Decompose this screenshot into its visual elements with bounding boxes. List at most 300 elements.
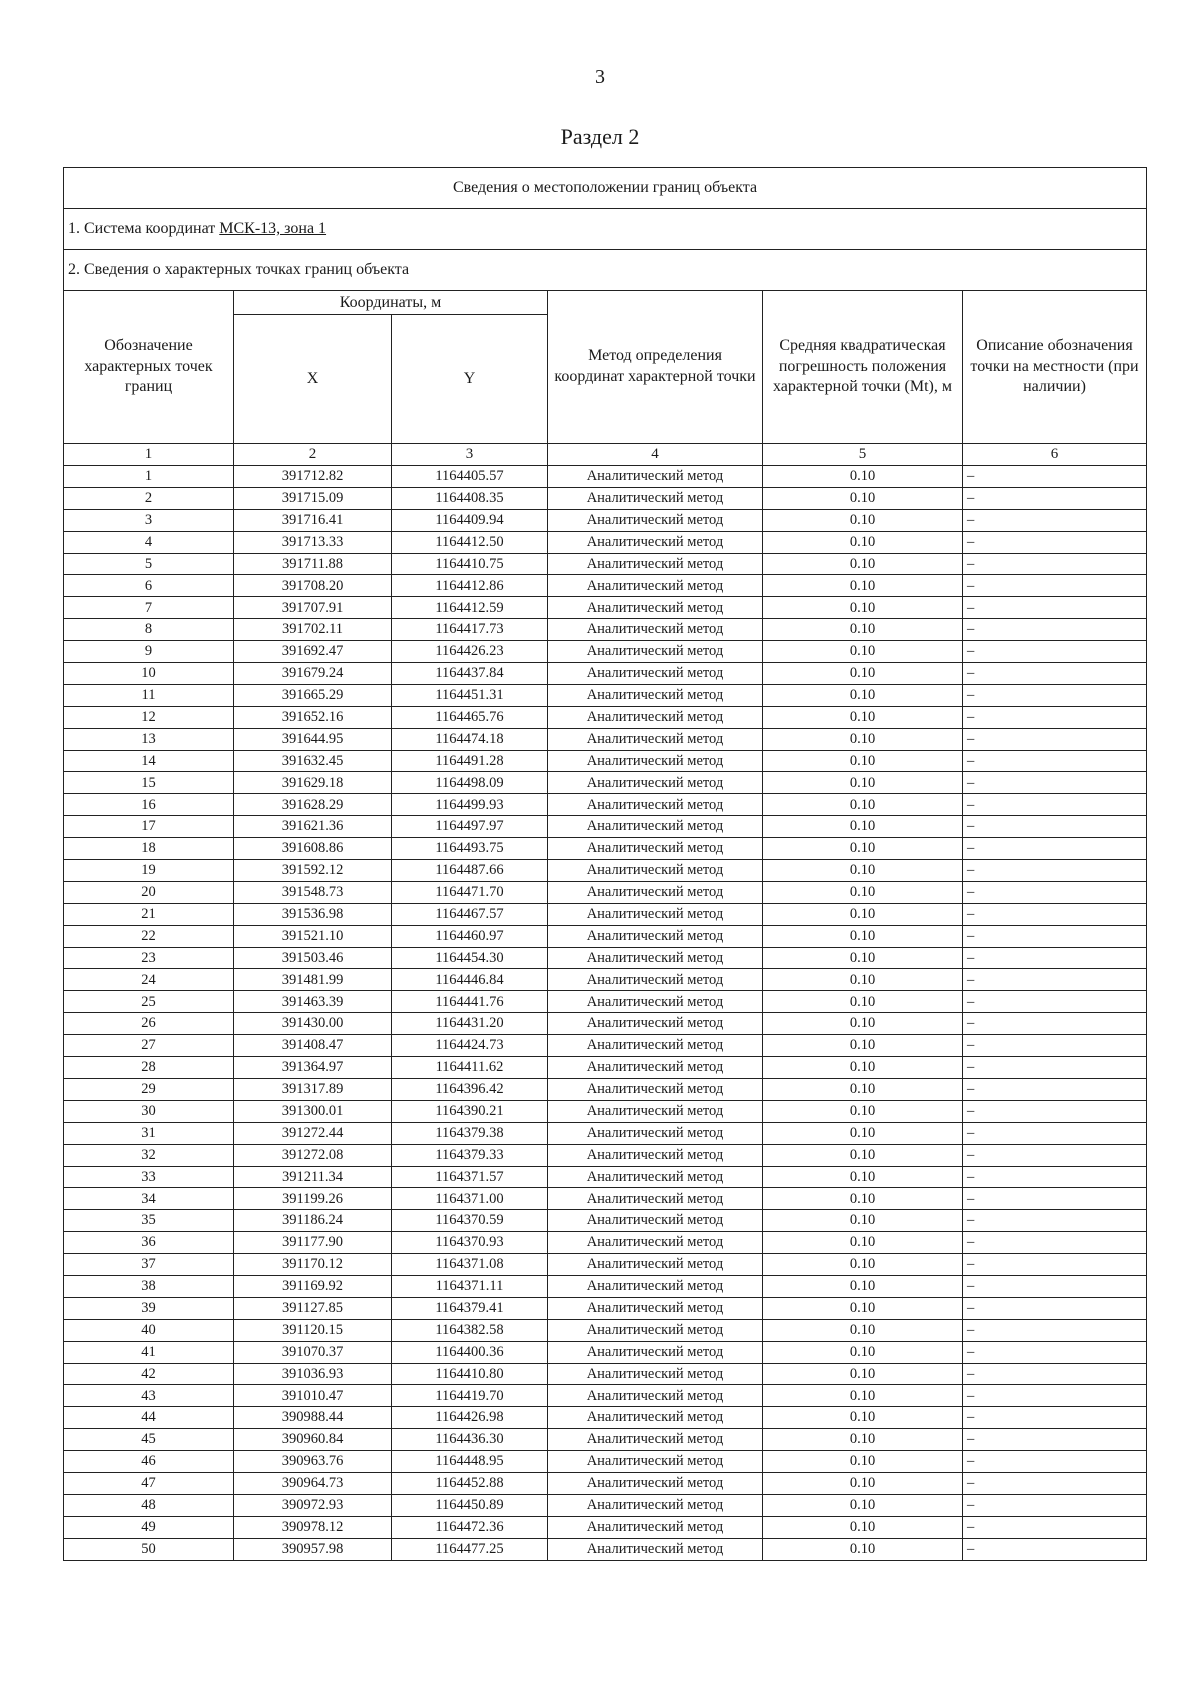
point-number-cell: 10: [64, 663, 234, 685]
method-cell: Аналитический метод: [548, 1100, 763, 1122]
method-cell: Аналитический метод: [548, 1188, 763, 1210]
x-coordinate-cell: 391548.73: [234, 881, 392, 903]
table-row: [64, 1407, 1147, 1429]
point-number-cell: 15: [64, 772, 234, 794]
description-cell: –: [963, 947, 1147, 969]
point-number-cell: 23: [64, 947, 234, 969]
point-number-cell: 5: [64, 553, 234, 575]
error-cell: 0.10: [763, 575, 963, 597]
x-coordinate-cell: 391120.15: [234, 1319, 392, 1341]
description-cell: –: [963, 1385, 1147, 1407]
table-row: [64, 1100, 1147, 1122]
x-coordinate-cell: 391364.97: [234, 1057, 392, 1079]
method-cell: Аналитический метод: [548, 1494, 763, 1516]
method-cell: Аналитический метод: [548, 1516, 763, 1538]
point-number-cell: 22: [64, 925, 234, 947]
method-cell: Аналитический метод: [548, 1429, 763, 1451]
error-cell: 0.10: [763, 531, 963, 553]
x-coordinate-cell: 391702.11: [234, 619, 392, 641]
y-coordinate-cell: 1164474.18: [392, 728, 548, 750]
error-cell: 0.10: [763, 860, 963, 882]
description-cell: –: [963, 903, 1147, 925]
error-cell: 0.10: [763, 1166, 963, 1188]
y-coordinate-cell: 1164417.73: [392, 619, 548, 641]
y-coordinate-cell: 1164493.75: [392, 838, 548, 860]
method-cell: Аналитический метод: [548, 1122, 763, 1144]
method-cell: Аналитический метод: [548, 1078, 763, 1100]
error-cell: 0.10: [763, 969, 963, 991]
x-coordinate-cell: 390960.84: [234, 1429, 392, 1451]
table-row: [64, 1429, 1147, 1451]
description-cell: –: [963, 838, 1147, 860]
header-description: Описание обозначения точки на местности (при наличии): [963, 291, 1147, 444]
x-coordinate-cell: 391521.10: [234, 925, 392, 947]
description-cell: –: [963, 509, 1147, 531]
method-cell: Аналитический метод: [548, 1035, 763, 1057]
method-cell: Аналитический метод: [548, 1275, 763, 1297]
method-cell: Аналитический метод: [548, 794, 763, 816]
method-cell: Аналитический метод: [548, 553, 763, 575]
error-cell: 0.10: [763, 750, 963, 772]
method-cell: Аналитический метод: [548, 575, 763, 597]
y-coordinate-cell: 1164426.98: [392, 1407, 548, 1429]
y-coordinate-cell: 1164460.97: [392, 925, 548, 947]
y-coordinate-cell: 1164412.59: [392, 597, 548, 619]
header-row-top: [64, 291, 1147, 315]
x-coordinate-cell: 390988.44: [234, 1407, 392, 1429]
method-cell: Аналитический метод: [548, 1232, 763, 1254]
y-coordinate-cell: 1164437.84: [392, 663, 548, 685]
x-coordinate-cell: 391186.24: [234, 1210, 392, 1232]
method-cell: Аналитический метод: [548, 641, 763, 663]
point-number-cell: 1: [64, 466, 234, 488]
method-cell: Аналитический метод: [548, 860, 763, 882]
y-coordinate-cell: 1164451.31: [392, 684, 548, 706]
description-cell: –: [963, 969, 1147, 991]
table-row: [64, 1232, 1147, 1254]
x-coordinate-cell: 391272.08: [234, 1144, 392, 1166]
column-number: 3: [392, 444, 548, 466]
error-cell: 0.10: [763, 1275, 963, 1297]
table-row: [64, 1472, 1147, 1494]
point-number-cell: 46: [64, 1451, 234, 1473]
error-cell: 0.10: [763, 1472, 963, 1494]
point-number-cell: 31: [64, 1122, 234, 1144]
y-coordinate-cell: 1164441.76: [392, 991, 548, 1013]
description-cell: –: [963, 487, 1147, 509]
description-cell: –: [963, 575, 1147, 597]
point-number-cell: 33: [64, 1166, 234, 1188]
description-cell: –: [963, 1210, 1147, 1232]
error-cell: 0.10: [763, 1297, 963, 1319]
y-coordinate-cell: 1164410.80: [392, 1363, 548, 1385]
description-cell: –: [963, 772, 1147, 794]
description-cell: –: [963, 1538, 1147, 1560]
method-cell: Аналитический метод: [548, 684, 763, 706]
table-row: [64, 1494, 1147, 1516]
point-number-cell: 34: [64, 1188, 234, 1210]
y-coordinate-cell: 1164412.86: [392, 575, 548, 597]
table-row: [64, 1297, 1147, 1319]
error-cell: 0.10: [763, 991, 963, 1013]
method-cell: Аналитический метод: [548, 947, 763, 969]
y-coordinate-cell: 1164371.08: [392, 1254, 548, 1276]
x-coordinate-cell: 391679.24: [234, 663, 392, 685]
method-cell: Аналитический метод: [548, 772, 763, 794]
point-number-cell: 37: [64, 1254, 234, 1276]
point-number-cell: 43: [64, 1385, 234, 1407]
description-cell: –: [963, 684, 1147, 706]
description-cell: –: [963, 553, 1147, 575]
table-row: [64, 860, 1147, 882]
point-number-cell: 29: [64, 1078, 234, 1100]
description-cell: –: [963, 1472, 1147, 1494]
point-number-cell: 25: [64, 991, 234, 1013]
point-number-cell: 36: [64, 1232, 234, 1254]
table-row: [64, 750, 1147, 772]
x-coordinate-cell: 391628.29: [234, 794, 392, 816]
point-number-cell: 19: [64, 860, 234, 882]
table-row: [64, 881, 1147, 903]
y-coordinate-cell: 1164426.23: [392, 641, 548, 663]
error-cell: 0.10: [763, 1013, 963, 1035]
description-cell: –: [963, 1429, 1147, 1451]
point-number-cell: 24: [64, 969, 234, 991]
table-row: [64, 794, 1147, 816]
x-coordinate-cell: 390963.76: [234, 1451, 392, 1473]
y-coordinate-cell: 1164379.33: [392, 1144, 548, 1166]
description-cell: –: [963, 1144, 1147, 1166]
error-cell: 0.10: [763, 881, 963, 903]
x-coordinate-cell: 391644.95: [234, 728, 392, 750]
description-cell: –: [963, 991, 1147, 1013]
description-cell: –: [963, 1122, 1147, 1144]
description-cell: –: [963, 706, 1147, 728]
y-coordinate-cell: 1164370.93: [392, 1232, 548, 1254]
description-cell: –: [963, 466, 1147, 488]
header-x: X: [234, 315, 392, 444]
table-row: [64, 509, 1147, 531]
point-number-cell: 21: [64, 903, 234, 925]
y-coordinate-cell: 1164419.70: [392, 1385, 548, 1407]
table-row: [64, 1254, 1147, 1276]
error-cell: 0.10: [763, 1319, 963, 1341]
table-row: [64, 575, 1147, 597]
table-row: [64, 706, 1147, 728]
description-cell: –: [963, 925, 1147, 947]
method-cell: Аналитический метод: [548, 1538, 763, 1560]
point-number-cell: 50: [64, 1538, 234, 1560]
method-cell: Аналитический метод: [548, 750, 763, 772]
description-cell: –: [963, 1254, 1147, 1276]
method-cell: Аналитический метод: [548, 728, 763, 750]
y-coordinate-cell: 1164410.75: [392, 553, 548, 575]
table-row: [64, 641, 1147, 663]
description-cell: –: [963, 619, 1147, 641]
table-row: [64, 1057, 1147, 1079]
method-cell: Аналитический метод: [548, 619, 763, 641]
description-cell: –: [963, 531, 1147, 553]
y-coordinate-cell: 1164379.41: [392, 1297, 548, 1319]
x-coordinate-cell: 391127.85: [234, 1297, 392, 1319]
x-coordinate-cell: 391430.00: [234, 1013, 392, 1035]
table-row: [64, 991, 1147, 1013]
x-coordinate-cell: 391629.18: [234, 772, 392, 794]
method-cell: Аналитический метод: [548, 597, 763, 619]
error-cell: 0.10: [763, 1057, 963, 1079]
column-number-row: [64, 444, 1147, 466]
point-number-cell: 30: [64, 1100, 234, 1122]
point-number-cell: 44: [64, 1407, 234, 1429]
y-coordinate-cell: 1164412.50: [392, 531, 548, 553]
table-row: [64, 1275, 1147, 1297]
error-cell: 0.10: [763, 1122, 963, 1144]
table-row: [64, 1144, 1147, 1166]
point-number-cell: 26: [64, 1013, 234, 1035]
error-cell: 0.10: [763, 1341, 963, 1363]
error-cell: 0.10: [763, 487, 963, 509]
method-cell: Аналитический метод: [548, 466, 763, 488]
point-number-cell: 18: [64, 838, 234, 860]
point-number-cell: 7: [64, 597, 234, 619]
x-coordinate-cell: 391711.88: [234, 553, 392, 575]
y-coordinate-cell: 1164390.21: [392, 1100, 548, 1122]
column-number: 5: [763, 444, 963, 466]
method-cell: Аналитический метод: [548, 1057, 763, 1079]
description-cell: –: [963, 597, 1147, 619]
error-cell: 0.10: [763, 1232, 963, 1254]
table-row: [64, 1035, 1147, 1057]
error-cell: 0.10: [763, 1429, 963, 1451]
error-cell: 0.10: [763, 1451, 963, 1473]
error-cell: 0.10: [763, 706, 963, 728]
y-coordinate-cell: 1164396.42: [392, 1078, 548, 1100]
x-coordinate-cell: 391621.36: [234, 816, 392, 838]
table-row: [64, 684, 1147, 706]
method-cell: Аналитический метод: [548, 991, 763, 1013]
column-number: 2: [234, 444, 392, 466]
table-row: [64, 1538, 1147, 1560]
error-cell: 0.10: [763, 947, 963, 969]
column-number: 6: [963, 444, 1147, 466]
y-coordinate-cell: 1164448.95: [392, 1451, 548, 1473]
error-cell: 0.10: [763, 1385, 963, 1407]
point-number-cell: 2: [64, 487, 234, 509]
method-cell: Аналитический метод: [548, 903, 763, 925]
method-cell: Аналитический метод: [548, 1472, 763, 1494]
error-cell: 0.10: [763, 641, 963, 663]
description-cell: –: [963, 1319, 1147, 1341]
point-number-cell: 40: [64, 1319, 234, 1341]
point-number-cell: 47: [64, 1472, 234, 1494]
point-number-cell: 35: [64, 1210, 234, 1232]
y-coordinate-cell: 1164379.38: [392, 1122, 548, 1144]
description-cell: –: [963, 1232, 1147, 1254]
y-coordinate-cell: 1164450.89: [392, 1494, 548, 1516]
point-number-cell: 39: [64, 1297, 234, 1319]
error-cell: 0.10: [763, 1100, 963, 1122]
y-coordinate-cell: 1164446.84: [392, 969, 548, 991]
description-cell: –: [963, 1275, 1147, 1297]
y-coordinate-cell: 1164498.09: [392, 772, 548, 794]
point-number-cell: 16: [64, 794, 234, 816]
method-cell: Аналитический метод: [548, 1341, 763, 1363]
description-cell: –: [963, 1451, 1147, 1473]
method-cell: Аналитический метод: [548, 1144, 763, 1166]
error-cell: 0.10: [763, 794, 963, 816]
point-number-cell: 27: [64, 1035, 234, 1057]
method-cell: Аналитический метод: [548, 969, 763, 991]
description-cell: –: [963, 816, 1147, 838]
description-cell: –: [963, 881, 1147, 903]
description-cell: –: [963, 1078, 1147, 1100]
x-coordinate-cell: 391707.91: [234, 597, 392, 619]
y-coordinate-cell: 1164409.94: [392, 509, 548, 531]
point-number-cell: 41: [64, 1341, 234, 1363]
table-row: [64, 553, 1147, 575]
x-coordinate-cell: 391536.98: [234, 903, 392, 925]
x-coordinate-cell: 391177.90: [234, 1232, 392, 1254]
x-coordinate-cell: 391692.47: [234, 641, 392, 663]
description-cell: –: [963, 794, 1147, 816]
method-cell: Аналитический метод: [548, 1319, 763, 1341]
point-number-cell: 45: [64, 1429, 234, 1451]
description-cell: –: [963, 1166, 1147, 1188]
x-coordinate-cell: 391713.33: [234, 531, 392, 553]
method-cell: Аналитический метод: [548, 1297, 763, 1319]
method-cell: Аналитический метод: [548, 881, 763, 903]
coord-system-cell: [64, 209, 1147, 250]
method-cell: Аналитический метод: [548, 487, 763, 509]
description-cell: –: [963, 1013, 1147, 1035]
table-row: [64, 1385, 1147, 1407]
x-coordinate-cell: 391712.82: [234, 466, 392, 488]
point-number-cell: 12: [64, 706, 234, 728]
method-cell: Аналитический метод: [548, 509, 763, 531]
error-cell: 0.10: [763, 1254, 963, 1276]
table-row: [64, 1122, 1147, 1144]
table-title: Сведения о местоположении границ объекта: [64, 168, 1147, 209]
x-coordinate-cell: 391408.47: [234, 1035, 392, 1057]
table-row: [64, 597, 1147, 619]
method-cell: Аналитический метод: [548, 531, 763, 553]
x-coordinate-cell: 391070.37: [234, 1341, 392, 1363]
point-number-cell: 17: [64, 816, 234, 838]
error-cell: 0.10: [763, 1035, 963, 1057]
point-number-cell: 28: [64, 1057, 234, 1079]
x-coordinate-cell: 391632.45: [234, 750, 392, 772]
method-cell: Аналитический метод: [548, 663, 763, 685]
point-number-cell: 8: [64, 619, 234, 641]
page-number: 3: [595, 66, 605, 88]
description-cell: –: [963, 1341, 1147, 1363]
method-cell: Аналитический метод: [548, 1407, 763, 1429]
points-heading-row: [64, 250, 1147, 291]
x-coordinate-cell: 390972.93: [234, 1494, 392, 1516]
method-cell: Аналитический метод: [548, 925, 763, 947]
y-coordinate-cell: 1164454.30: [392, 947, 548, 969]
x-coordinate-cell: 391010.47: [234, 1385, 392, 1407]
x-coordinate-cell: 391211.34: [234, 1166, 392, 1188]
table-row: [64, 903, 1147, 925]
description-cell: –: [963, 1363, 1147, 1385]
description-cell: –: [963, 1297, 1147, 1319]
y-coordinate-cell: 1164499.93: [392, 794, 548, 816]
error-cell: 0.10: [763, 619, 963, 641]
x-coordinate-cell: 391715.09: [234, 487, 392, 509]
header-coords: Координаты, м: [234, 291, 548, 315]
x-coordinate-cell: 391665.29: [234, 684, 392, 706]
column-number: 1: [64, 444, 234, 466]
header-error: Средняя квадратическая погрешность положения характерной точки (Mt), м: [763, 291, 963, 444]
y-coordinate-cell: 1164424.73: [392, 1035, 548, 1057]
y-coordinate-cell: 1164452.88: [392, 1472, 548, 1494]
table-row: [64, 772, 1147, 794]
description-cell: –: [963, 1057, 1147, 1079]
y-coordinate-cell: 1164497.97: [392, 816, 548, 838]
table-row: [64, 816, 1147, 838]
x-coordinate-cell: 390957.98: [234, 1538, 392, 1560]
table-row: [64, 838, 1147, 860]
x-coordinate-cell: 391169.92: [234, 1275, 392, 1297]
method-cell: Аналитический метод: [548, 1210, 763, 1232]
error-cell: 0.10: [763, 838, 963, 860]
y-coordinate-cell: 1164491.28: [392, 750, 548, 772]
x-coordinate-cell: 391503.46: [234, 947, 392, 969]
description-cell: –: [963, 1188, 1147, 1210]
table-title-row: [64, 168, 1147, 209]
method-cell: Аналитический метод: [548, 1166, 763, 1188]
table-row: [64, 1188, 1147, 1210]
error-cell: 0.10: [763, 1407, 963, 1429]
y-coordinate-cell: 1164487.66: [392, 860, 548, 882]
error-cell: 0.10: [763, 1516, 963, 1538]
method-cell: Аналитический метод: [548, 1385, 763, 1407]
error-cell: 0.10: [763, 816, 963, 838]
error-cell: 0.10: [763, 1494, 963, 1516]
table-row: [64, 466, 1147, 488]
table-row: [64, 1210, 1147, 1232]
y-coordinate-cell: 1164382.58: [392, 1319, 548, 1341]
point-number-cell: 13: [64, 728, 234, 750]
x-coordinate-cell: 391608.86: [234, 838, 392, 860]
error-cell: 0.10: [763, 1078, 963, 1100]
table-row: [64, 1341, 1147, 1363]
description-cell: –: [963, 750, 1147, 772]
x-coordinate-cell: 391272.44: [234, 1122, 392, 1144]
point-number-cell: 9: [64, 641, 234, 663]
point-number-cell: 14: [64, 750, 234, 772]
x-coordinate-cell: 391592.12: [234, 860, 392, 882]
y-coordinate-cell: 1164471.70: [392, 881, 548, 903]
y-coordinate-cell: 1164370.59: [392, 1210, 548, 1232]
table-row: [64, 925, 1147, 947]
table-row: [64, 1166, 1147, 1188]
method-cell: Аналитический метод: [548, 1451, 763, 1473]
point-number-cell: 4: [64, 531, 234, 553]
y-coordinate-cell: 1164472.36: [392, 1516, 548, 1538]
x-coordinate-cell: 391199.26: [234, 1188, 392, 1210]
description-cell: –: [963, 1035, 1147, 1057]
section-title: Раздел 2: [560, 124, 640, 149]
point-number-cell: 48: [64, 1494, 234, 1516]
table-row: [64, 1319, 1147, 1341]
error-cell: 0.10: [763, 772, 963, 794]
x-coordinate-cell: 391463.39: [234, 991, 392, 1013]
error-cell: 0.10: [763, 1538, 963, 1560]
error-cell: 0.10: [763, 903, 963, 925]
y-coordinate-cell: 1164436.30: [392, 1429, 548, 1451]
